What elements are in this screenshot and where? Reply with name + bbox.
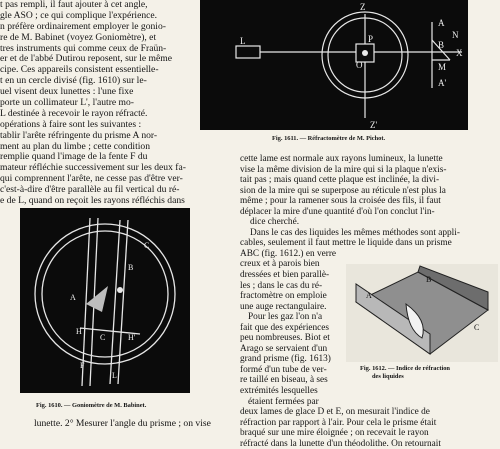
text-line: fait que des expériences: [240, 322, 330, 333]
text-line: uel visent deux lunettes : l'une fixe: [0, 87, 134, 98]
text-line: lunette. 2° Mesurer l'angle du prisme ; on vise: [34, 419, 211, 429]
left-text-column: [0, 0, 196, 207]
caption-fig-1610: Fig. 1610. — Goniomètre de M. Babinet.: [36, 402, 147, 409]
text-line: dice cherché.: [250, 217, 300, 228]
label-B: B: [128, 263, 134, 272]
goniometer-figure: [20, 208, 190, 393]
text-line: fractomètre on emploie: [240, 291, 327, 302]
refractometer-figure: [200, 0, 468, 130]
label-C2: C: [100, 333, 106, 342]
text-line: extrémités lesquelles: [240, 386, 318, 397]
text-line: c'est-à-dire d'être parallèle au fil vertical du ré-: [0, 185, 180, 196]
text-line: tres instruments qui comme ceux de Fraün-: [0, 43, 167, 54]
text-line: ment au plan du limbe ; cette condition: [0, 141, 150, 152]
label-A: A: [438, 18, 445, 28]
caption-fig-1611: Fig. 1611. — Réfractomètre de M. Pichot.: [272, 135, 386, 142]
text-line: t en un cercle divisé (fig. 1610) sur le-: [0, 76, 147, 87]
text-line: même ; pour la ramener sous la croisée des fils, il faut: [240, 196, 441, 207]
text-line: porte un collimateur L', l'autre mo-: [0, 98, 134, 109]
text-line: tait pas ; mais quand cette plaque est inclinée, la divi-: [240, 175, 440, 186]
label-L: L: [112, 371, 117, 380]
text-line: cipe. Ces appareils consistent essentielle-: [0, 65, 159, 76]
label-A: A: [366, 291, 372, 300]
text-line: re taillé en biseau, à ses: [240, 375, 328, 386]
text-line: qui comprennent l'arête, ne cesse pas d'être ver-: [0, 174, 183, 185]
text-line: e de L, quand on reçoit les rayons réfléchis dans: [0, 196, 185, 207]
text-line: tablir l'arête réfringente du prisme A nor-: [0, 130, 158, 141]
text-line: formé d'un tube de ver-: [240, 364, 327, 375]
goniometer-drawing: [20, 208, 190, 393]
label-H: H: [76, 327, 82, 336]
label-Z-prime: Z': [370, 120, 378, 130]
label-C: C: [474, 323, 480, 332]
label-A: A: [70, 293, 76, 302]
caption-fig-1612-line2: des liquides: [372, 373, 404, 380]
text-line: déplacer la mire d'une quantité d'où l'on conclut l'in-: [240, 206, 435, 217]
text-line: grand prisme (fig. 1613): [240, 354, 331, 365]
text-line: n préfère ordinairement employer le gonio-: [0, 21, 166, 32]
text-line: étaient fermées par: [248, 396, 319, 407]
text-line: peu nombreuses. Biot et: [240, 333, 330, 344]
text-line: mateur réfléchie successivement sur les deux fa-: [0, 163, 186, 174]
text-line: braqué sur une mire éloignée ; on recevait le rayon: [240, 428, 429, 439]
label-O: O: [356, 60, 363, 70]
label-N: N: [452, 30, 459, 40]
text-line: réfracté dans la lunette d'un théodolithe. On retournait: [240, 438, 441, 449]
text-line: sion de la mire qui se superpose au réticule n'est plus la: [240, 185, 446, 196]
label-A-prime: A': [438, 78, 447, 88]
text-line: réfraction par rapport à l'air. Pour cela le prisme était: [240, 417, 437, 428]
caption-fig-1612-line1: Fig. 1612. — Indice de réfraction: [360, 365, 450, 372]
text-line: deux lames de glace D et E, on mesurait l'indice de: [240, 407, 430, 418]
text-line: Dans le cas des liquides les mêmes méthodes sont appli-: [250, 227, 460, 238]
text-line: er et de l'abbé Dutirou reposent, sur le même: [0, 54, 172, 65]
text-line: opérations à faire sont les suivantes :: [0, 119, 142, 130]
text-line: t pas rempli, il faut ajouter à cet angle,: [0, 0, 148, 10]
label-L: L: [240, 36, 246, 46]
label-Z: Z: [360, 2, 366, 12]
text-line: creux et à parois bien: [240, 259, 320, 270]
text-line: dressées et bien parallè-: [240, 270, 330, 281]
text-line: Arago se servaient d'un: [240, 343, 328, 354]
text-line: gle ASO ; ce qui complique l'expérience.: [0, 10, 158, 21]
text-line: les ; dans le cas du ré-: [240, 280, 323, 291]
label-B: B: [438, 40, 445, 50]
text-line: L destinée à recevoir le rayon réfracté.: [0, 108, 148, 119]
text-line: remplie quand l'image de la fente F du: [0, 152, 148, 163]
text-line: cette lame est normale aux rayons lumineux, la lunette: [240, 154, 443, 164]
text-line: ABC (fig. 1612.) en verre: [240, 248, 337, 259]
left-bottom-text: [0, 419, 240, 430]
text-line: Pour les gaz l'on n'a: [248, 312, 323, 323]
label-M: M: [438, 62, 447, 72]
label-X: X: [456, 48, 463, 58]
text-line: vise la même division de la mire qui si la plaque n'exis-: [240, 164, 447, 175]
label-F: F: [80, 361, 85, 370]
liquid-prism-figure: [346, 264, 498, 362]
refractometer-drawing: [200, 0, 468, 130]
text-line: re de M. Babinet (voyez Goniomètre), et: [0, 32, 157, 43]
liquid-prism-drawing: [346, 264, 498, 362]
label-H-prime: H': [128, 333, 136, 342]
text-line: cables, seulement il faut mettre le liquide dans un prisme: [240, 238, 452, 249]
label-B: B: [426, 275, 432, 284]
text-line: une auge rectangulaire.: [240, 301, 327, 312]
label-C: C: [144, 241, 150, 250]
label-P: P: [368, 34, 374, 44]
